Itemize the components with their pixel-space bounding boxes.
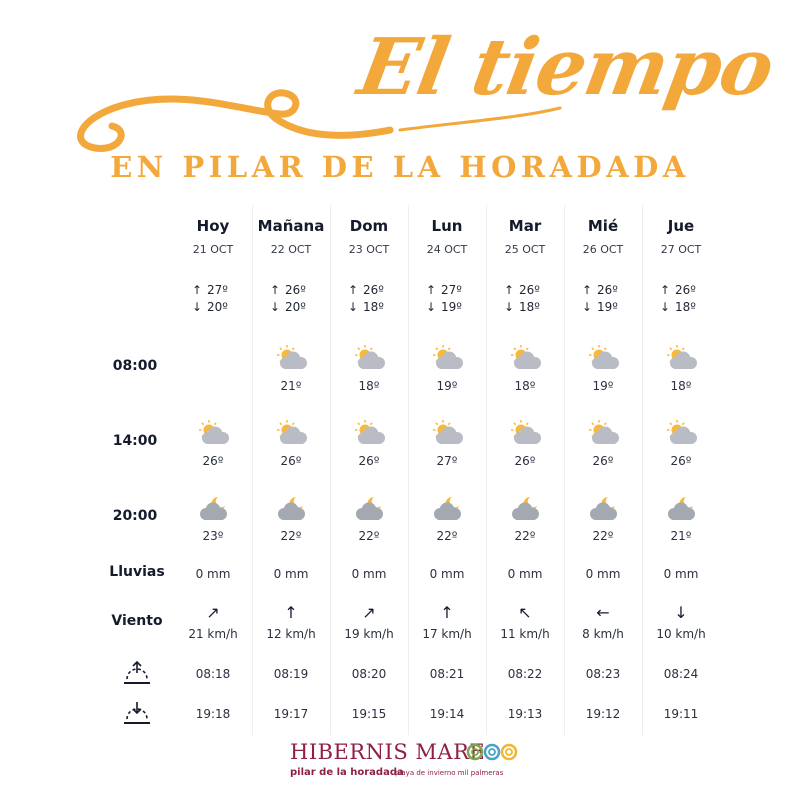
page-title-script: El tiempo	[352, 22, 780, 113]
wind-speed: 21 km/h	[188, 627, 238, 641]
arrow-down-icon: ↓	[503, 300, 515, 314]
arrow-up-icon: ↑	[503, 283, 515, 297]
hour-temp: 26º	[592, 454, 614, 468]
wind-speed: 19 km/h	[344, 627, 394, 641]
hour-temp: 26º	[202, 454, 224, 468]
hour-temp: 21º	[670, 529, 692, 543]
sunrise-icon	[122, 660, 152, 686]
day-date: 21 OCT	[192, 243, 234, 256]
min-temp	[265, 299, 325, 316]
day-date: 25 OCT	[504, 243, 546, 256]
hour-temp: 22º	[514, 529, 536, 543]
min-temp	[421, 299, 481, 316]
partly-cloudy-sun-icon	[508, 420, 542, 446]
max-temp	[421, 282, 481, 299]
arrow-up-icon: ↑	[269, 283, 281, 297]
hour-temp: 26º	[358, 454, 380, 468]
forecast-grid	[0, 205, 800, 735]
min-temp	[577, 299, 637, 316]
column-separator	[252, 205, 253, 735]
partly-cloudy-sun-icon	[664, 420, 698, 446]
sunset-time: 19:14	[429, 707, 465, 721]
min-temp	[343, 299, 403, 316]
wind-label: Viento	[111, 613, 163, 629]
day-date: 23 OCT	[348, 243, 390, 256]
partly-cloudy-sun-icon	[352, 345, 386, 371]
partly-cloudy-sun-icon	[430, 420, 464, 446]
max-temp-value: 26º	[363, 283, 384, 297]
min-temp	[499, 299, 559, 316]
day-name: Lun	[431, 217, 463, 235]
day-date: 24 OCT	[426, 243, 468, 256]
hour-temp: 27º	[436, 454, 458, 468]
day-name: Mañana	[257, 217, 325, 235]
max-temp	[343, 282, 403, 299]
arrow-down-icon: ↓	[347, 300, 359, 314]
wind-direction-icon: ↗	[206, 603, 220, 622]
sunset-time: 19:18	[195, 707, 231, 721]
logo-tagline-beach: playa de invierno mil palmeras	[395, 769, 504, 777]
wind-direction-icon: ↖	[518, 603, 532, 622]
day-name: Mar	[508, 217, 542, 235]
partly-cloudy-moon-icon	[508, 495, 542, 521]
day-date: 26 OCT	[582, 243, 624, 256]
day-name: Dom	[349, 217, 389, 235]
wind-speed: 17 km/h	[422, 627, 472, 641]
column-separator	[642, 205, 643, 735]
hour-temp: 19º	[592, 379, 614, 393]
max-temp-value: 26º	[519, 283, 540, 297]
hour-temp: 18º	[358, 379, 380, 393]
arrow-up-icon: ↑	[191, 283, 203, 297]
arrow-down-icon: ↓	[191, 300, 203, 314]
rain-value: 0 mm	[507, 567, 543, 581]
hour-temp: 26º	[670, 454, 692, 468]
arrow-down-icon: ↓	[425, 300, 437, 314]
wind-speed: 11 km/h	[500, 627, 550, 641]
sunrise-time: 08:19	[273, 667, 309, 681]
rain-value: 0 mm	[273, 567, 309, 581]
day-name: Hoy	[196, 217, 230, 235]
hour-temp: 22º	[592, 529, 614, 543]
partly-cloudy-sun-icon	[586, 345, 620, 371]
wind-direction-icon: ↑	[440, 603, 454, 622]
day-name: Mié	[587, 217, 619, 235]
min-temp-value: 20º	[285, 300, 306, 314]
sunset-icon	[122, 700, 152, 726]
hour-temp: 18º	[670, 379, 692, 393]
partly-cloudy-sun-icon	[352, 420, 386, 446]
logo-tagline-place: pilar de la horadada	[290, 767, 404, 778]
logo-name: HIBERNIS MARE	[290, 740, 486, 764]
partly-cloudy-sun-icon	[196, 420, 230, 446]
partly-cloudy-sun-icon	[586, 420, 620, 446]
max-temp	[577, 282, 637, 299]
max-temp	[499, 282, 559, 299]
rain-value: 0 mm	[663, 567, 699, 581]
partly-cloudy-sun-icon	[430, 345, 464, 371]
arrow-up-icon: ↑	[425, 283, 437, 297]
max-temp-value: 27º	[207, 283, 228, 297]
max-temp	[187, 282, 247, 299]
arrow-up-icon: ↑	[581, 283, 593, 297]
min-temp-value: 18º	[675, 300, 696, 314]
sunset-time: 19:17	[273, 707, 309, 721]
sunrise-time: 08:20	[351, 667, 387, 681]
column-separator	[486, 205, 487, 735]
wind-direction-icon: ←	[596, 603, 610, 622]
sunrise-time: 08:18	[195, 667, 231, 681]
rain-label: Lluvias	[109, 564, 165, 580]
hour-temp: 23º	[202, 529, 224, 543]
column-separator	[408, 205, 409, 735]
min-temp	[187, 299, 247, 316]
wind-speed: 8 km/h	[582, 627, 624, 641]
sunrise-time: 08:24	[663, 667, 699, 681]
max-temp	[655, 282, 715, 299]
hour-label-2000: 20:00	[112, 508, 158, 524]
sunset-time: 19:15	[351, 707, 387, 721]
min-temp-value: 19º	[441, 300, 462, 314]
hour-temp: 26º	[514, 454, 536, 468]
partly-cloudy-moon-icon	[664, 495, 698, 521]
arrow-up-icon: ↑	[659, 283, 671, 297]
hour-label-1400: 14:00	[112, 433, 158, 449]
hour-temp: 22º	[358, 529, 380, 543]
min-temp-value: 20º	[207, 300, 228, 314]
day-date: 22 OCT	[270, 243, 312, 256]
hour-temp: 22º	[436, 529, 458, 543]
hour-temp: 18º	[514, 379, 536, 393]
partly-cloudy-moon-icon	[196, 495, 230, 521]
hour-temp: 21º	[280, 379, 302, 393]
partly-cloudy-sun-icon	[274, 420, 308, 446]
sunset-time: 19:13	[507, 707, 543, 721]
partly-cloudy-sun-icon	[274, 345, 308, 371]
max-temp-value: 26º	[285, 283, 306, 297]
sunset-time: 19:11	[663, 707, 699, 721]
hour-temp: 22º	[280, 529, 302, 543]
min-temp	[655, 299, 715, 316]
min-temp-value: 19º	[597, 300, 618, 314]
sunset-time: 19:12	[585, 707, 621, 721]
partly-cloudy-moon-icon	[430, 495, 464, 521]
arrow-down-icon: ↓	[581, 300, 593, 314]
logo-spirals-icon	[466, 742, 518, 762]
wind-speed: 12 km/h	[266, 627, 316, 641]
rain-value: 0 mm	[351, 567, 387, 581]
max-temp	[265, 282, 325, 299]
wind-speed: 10 km/h	[656, 627, 706, 641]
day-date: 27 OCT	[660, 243, 702, 256]
max-temp-value: 26º	[597, 283, 618, 297]
partly-cloudy-moon-icon	[274, 495, 308, 521]
min-temp-value: 18º	[519, 300, 540, 314]
hour-temp: 26º	[280, 454, 302, 468]
sunrise-time: 08:22	[507, 667, 543, 681]
column-separator	[564, 205, 565, 735]
sunrise-time: 08:23	[585, 667, 621, 681]
column-separator	[330, 205, 331, 735]
hour-label-0800: 08:00	[112, 358, 158, 374]
rain-value: 0 mm	[195, 567, 231, 581]
arrow-down-icon: ↓	[659, 300, 671, 314]
max-temp-value: 27º	[441, 283, 462, 297]
arrow-down-icon: ↓	[269, 300, 281, 314]
wind-direction-icon: ↑	[284, 603, 298, 622]
max-temp-value: 26º	[675, 283, 696, 297]
brand-logo	[290, 740, 520, 790]
wind-direction-icon: ↗	[362, 603, 376, 622]
wind-direction-icon: ↓	[674, 603, 688, 622]
partly-cloudy-moon-icon	[586, 495, 620, 521]
partly-cloudy-sun-icon	[508, 345, 542, 371]
arrow-up-icon: ↑	[347, 283, 359, 297]
hour-temp: 19º	[436, 379, 458, 393]
rain-value: 0 mm	[585, 567, 621, 581]
min-temp-value: 18º	[363, 300, 384, 314]
page-subtitle: EN PILAR DE LA HORADADA	[110, 150, 690, 184]
sunrise-time: 08:21	[429, 667, 465, 681]
partly-cloudy-sun-icon	[664, 345, 698, 371]
rain-value: 0 mm	[429, 567, 465, 581]
partly-cloudy-moon-icon	[352, 495, 386, 521]
day-name: Jue	[667, 217, 695, 235]
